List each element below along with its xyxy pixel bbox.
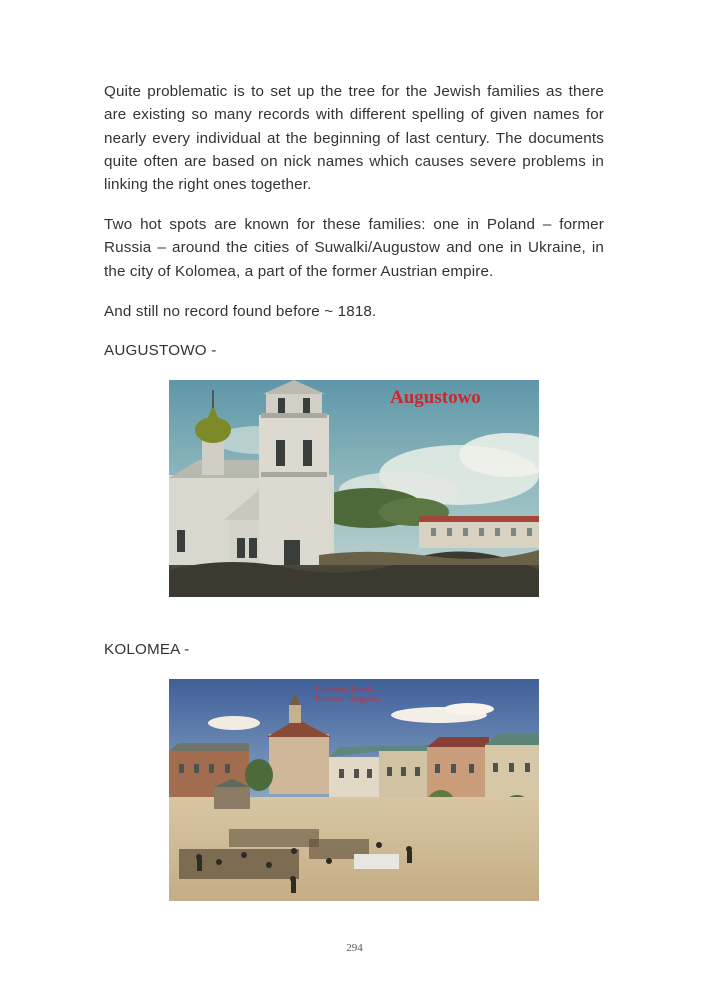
augustowo-postcard-image — [169, 380, 539, 597]
body-paragraph-2: Two hot spots are known for these families: one in Poland – former Russia – around the cities of Suwalki/Augustow and one in Ukraine, in the city of Kolomea, a part of the former Austrian empire. — [104, 216, 604, 280]
kolomea-postcard-image — [169, 679, 539, 901]
augustowo-heading: AUGUSTOWO - — [104, 342, 217, 359]
augustowo-caption: Augustowo — [390, 387, 481, 408]
body-paragraph-3: And still no record found before ~ 1818. — [104, 303, 377, 320]
kolomea-caption-line-1: Kołomyja. Rynek. — [315, 684, 374, 693]
kolomea-heading: KOLOMEA - — [104, 641, 190, 658]
body-paragraph-1: Quite problematic is to set up the tree for the Jewish families as there are existing so many records with different spelling of given names for nearly every individual at the beginning of last century. The documents quite often are based on nick names which causes severe problems in linking the right ones together. — [104, 83, 604, 194]
kolomea-caption-line-2: Kolomea. Ringplatz. — [315, 694, 382, 703]
page-number: 294 — [346, 942, 363, 954]
